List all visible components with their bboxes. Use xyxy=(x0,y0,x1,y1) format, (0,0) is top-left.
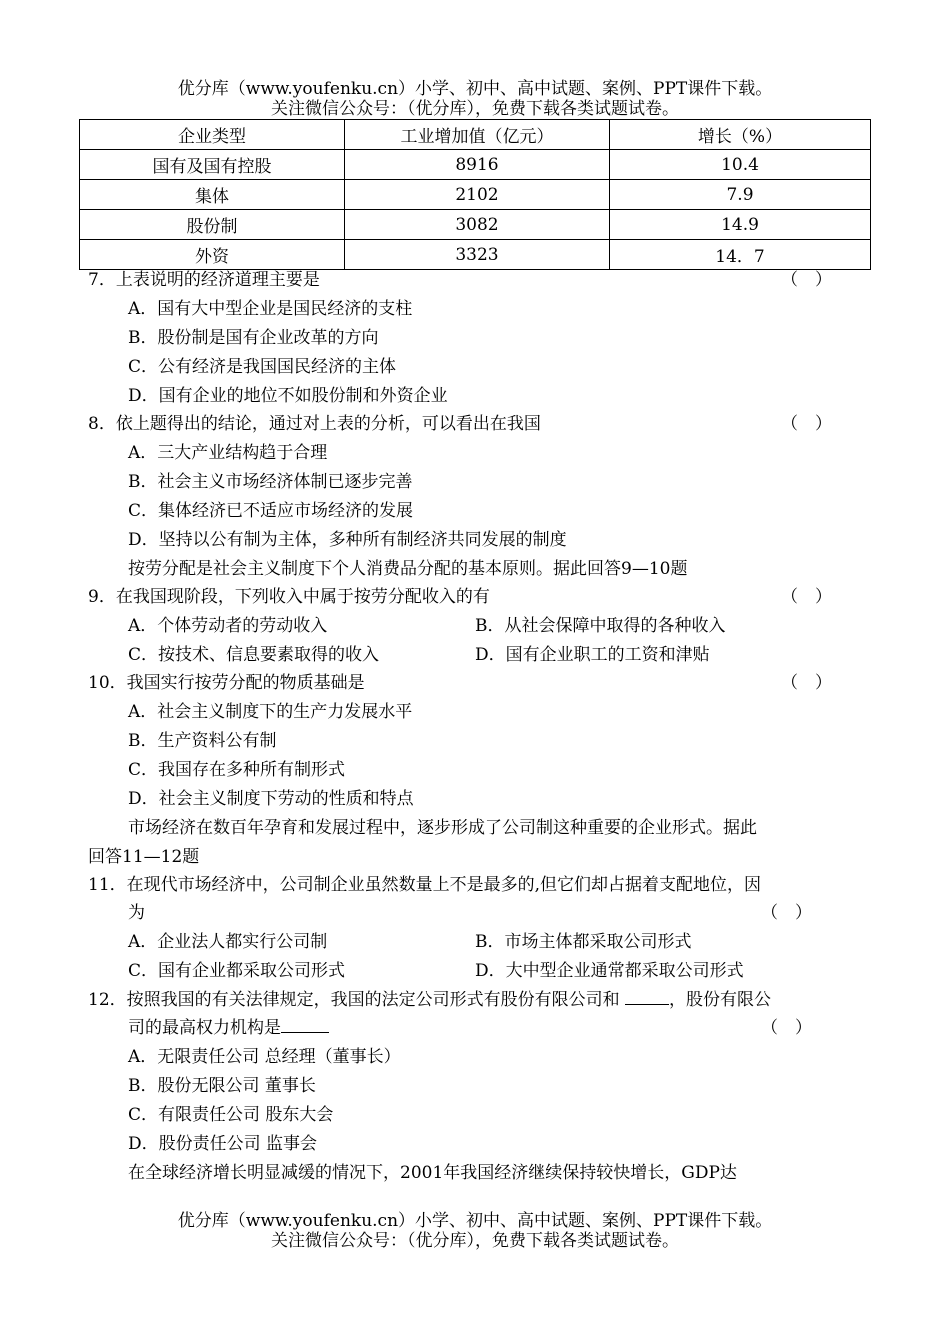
closing-paragraph: 在全球经济增长明显减缓的情况下，2001年我国经济继续保持较快增长，GDP达 xyxy=(128,1163,737,1183)
q9-answer-paren: （ ） xyxy=(781,587,832,607)
q11-option-a: A．企业法人都实行公司制 xyxy=(128,932,328,952)
q12-stem-part1: 12．按照我国的有关法律规定，我国的法定公司形式有股份有限公司和 xyxy=(88,990,620,1010)
q12-option-a: A．无限责任公司 总经理（董事长） xyxy=(128,1047,401,1067)
table-row xyxy=(80,180,871,210)
fill-blank[interactable] xyxy=(281,1014,329,1033)
table-cell: 3082 xyxy=(345,210,610,240)
table-header-row xyxy=(80,120,871,150)
q7-answer-paren: （ ） xyxy=(781,270,832,290)
table-row xyxy=(80,150,871,180)
q11-option-b: B．市场主体都采取公司形式 xyxy=(475,932,692,952)
table-cell: 股份制 xyxy=(80,210,345,240)
q9-stem: 9．在我国现阶段，下列收入中属于按劳分配收入的有 xyxy=(88,587,490,607)
q10-option-a: A．社会主义制度下的生产力发展水平 xyxy=(128,702,413,722)
table-cell: 国有及国有控股 xyxy=(80,150,345,180)
q8-stem: 8．依上题得出的结论，通过对上表的分析，可以看出在我国 xyxy=(88,414,541,434)
intro-q11-12-line2: 回答11—12题 xyxy=(88,847,200,867)
table-row xyxy=(80,240,871,270)
q12-answer-paren: （ ） xyxy=(761,1018,812,1038)
table-cell: 集体 xyxy=(80,180,345,210)
q7-option-b: B．股份制是国有企业改革的方向 xyxy=(128,328,379,348)
q8-option-b: B．社会主义市场经济体制已逐步完善 xyxy=(128,472,413,492)
q12-option-b: B．股份无限公司 董事长 xyxy=(128,1076,316,1096)
q7-stem: 7．上表说明的经济道理主要是 xyxy=(88,270,320,290)
q11-stem-line2: 为 xyxy=(128,903,145,923)
q11-option-d: D．大中型企业通常都采取公司形式 xyxy=(475,961,744,981)
intro-q11-12-line1: 市场经济在数百年孕育和发展过程中，逐步形成了公司制这种重要的企业形式。据此 xyxy=(128,818,757,838)
q12-stem-line1 xyxy=(88,986,771,1015)
table-row xyxy=(80,210,871,240)
q8-option-c: C．集体经济已不适应市场经济的发展 xyxy=(128,501,414,521)
header-line-1: 优分库（www.youfenku.cn）小学、初中、高中试题、案例、PPT课件下载。 xyxy=(177,79,773,99)
q9-option-a: A．个体劳动者的劳动收入 xyxy=(128,616,328,636)
table-header-cell: 企业类型 xyxy=(80,120,345,150)
q12-stem-part3: 司的最高权力机构是 xyxy=(128,1018,281,1038)
q9-option-b: B．从社会保障中取得的各种收入 xyxy=(475,616,726,636)
intro-q9-10: 按劳分配是社会主义制度下个人消费品分配的基本原则。据此回答9—10题 xyxy=(128,559,688,579)
header-line-2: 关注微信公众号：（优分库），免费下载各类试题试卷。 xyxy=(271,99,679,119)
q7-option-c: C．公有经济是我国国民经济的主体 xyxy=(128,357,397,377)
table-cell: 10.4 xyxy=(610,150,871,180)
q8-option-a: A．三大产业结构趋于合理 xyxy=(128,443,328,463)
table-cell: 14．7 xyxy=(610,240,871,270)
footer-line-2: 关注微信公众号：（优分库），免费下载各类试题试卷。 xyxy=(271,1231,679,1251)
table-header-cell: 增长（%） xyxy=(610,120,871,150)
q12-stem-part2: ，股份有限公 xyxy=(669,990,772,1010)
q9-option-c: C．按技术、信息要素取得的收入 xyxy=(128,645,380,665)
q8-answer-paren: （ ） xyxy=(781,414,832,434)
q7-option-a: A．国有大中型企业是国民经济的支柱 xyxy=(128,299,413,319)
table-cell: 7.9 xyxy=(610,180,871,210)
q12-stem-line2 xyxy=(128,1014,329,1043)
footer-line-1: 优分库（www.youfenku.cn）小学、初中、高中试题、案例、PPT课件下载。 xyxy=(177,1211,773,1231)
table-cell: 8916 xyxy=(345,150,610,180)
fill-blank[interactable] xyxy=(625,986,669,1005)
q10-option-d: D．社会主义制度下劳动的性质和特点 xyxy=(128,789,414,809)
table-header-cell: 工业增加值（亿元） xyxy=(345,120,610,150)
q10-stem: 10．我国实行按劳分配的物质基础是 xyxy=(88,673,365,693)
q11-answer-paren: （ ） xyxy=(761,903,812,923)
q7-option-d: D．国有企业的地位不如股份制和外资企业 xyxy=(128,386,448,406)
q10-option-b: B．生产资料公有制 xyxy=(128,731,277,751)
q10-answer-paren: （ ） xyxy=(781,673,832,693)
q12-option-d: D．股份责任公司 监事会 xyxy=(128,1134,318,1154)
q10-option-c: C．我国存在多种所有制形式 xyxy=(128,760,346,780)
table-cell: 外资 xyxy=(80,240,345,270)
table-cell: 2102 xyxy=(345,180,610,210)
enterprise-table xyxy=(79,119,871,270)
q8-option-d: D．坚持以公有制为主体，多种所有制经济共同发展的制度 xyxy=(128,530,567,550)
table-cell: 3323 xyxy=(345,240,610,270)
q11-stem-line1: 11．在现代市场经济中，公司制企业虽然数量上不是最多的,但它们却占据着支配地位，因 xyxy=(88,875,762,895)
table-cell: 14.9 xyxy=(610,210,871,240)
q11-option-c: C．国有企业都采取公司形式 xyxy=(128,961,346,981)
q9-option-d: D．国有企业职工的工资和津贴 xyxy=(475,645,710,665)
q12-option-c: C．有限责任公司 股东大会 xyxy=(128,1105,334,1125)
